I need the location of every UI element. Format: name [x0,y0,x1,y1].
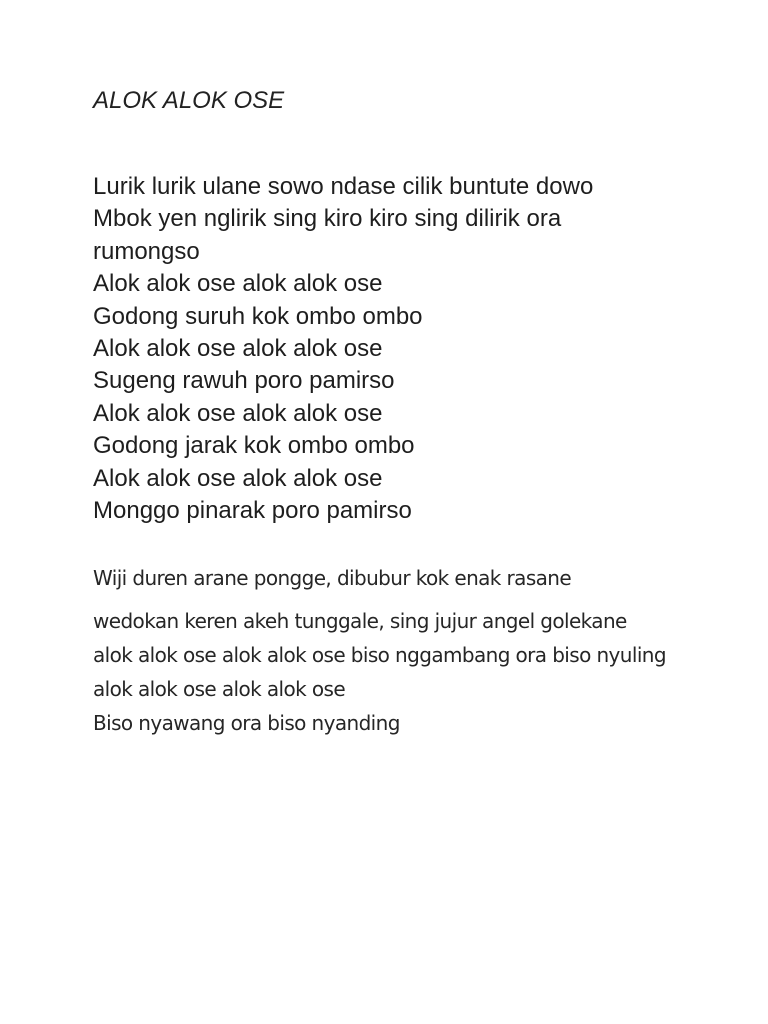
lyric-line: Monggo pinarak poro pamirso [93,497,412,525]
lyric-line: wedokan keren akeh tunggale, sing jujur angel golekane [93,609,627,633]
lyric-line: alok alok ose alok alok ose biso nggambang ora biso nyuling [93,643,666,667]
lyric-line: alok alok ose alok alok ose [93,677,346,701]
lyric-line: Alok alok ose alok alok ose [93,270,383,298]
lyric-line: Godong suruh kok ombo ombo [93,302,423,330]
lyrics-verse-1 [93,171,653,527]
lyric-line: Biso nyawang ora biso nyanding [93,711,400,735]
lyric-line: Alok alok ose alok alok ose [93,464,383,492]
lyric-line: Lurik lurik ulane sowo ndase cilik buntute dowo [93,173,594,200]
lyric-line: Sugeng rawuh poro pamirso [93,367,395,395]
lyric-line: Godong jarak kok ombo ombo [93,432,415,460]
lyrics-verse-2 [93,561,673,740]
lyric-line: Alok alok ose alok alok ose [93,335,383,363]
document-title: ALOK ALOK OSE [93,87,285,114]
lyric-line: Mbok yen nglirik sing kiro kiro sing dilirik ora rumongso [93,205,562,265]
lyric-line: Alok alok ose alok alok ose [93,399,383,427]
lyric-line: Wiji duren arane pongge, dibubur kok enak rasane [93,566,572,590]
